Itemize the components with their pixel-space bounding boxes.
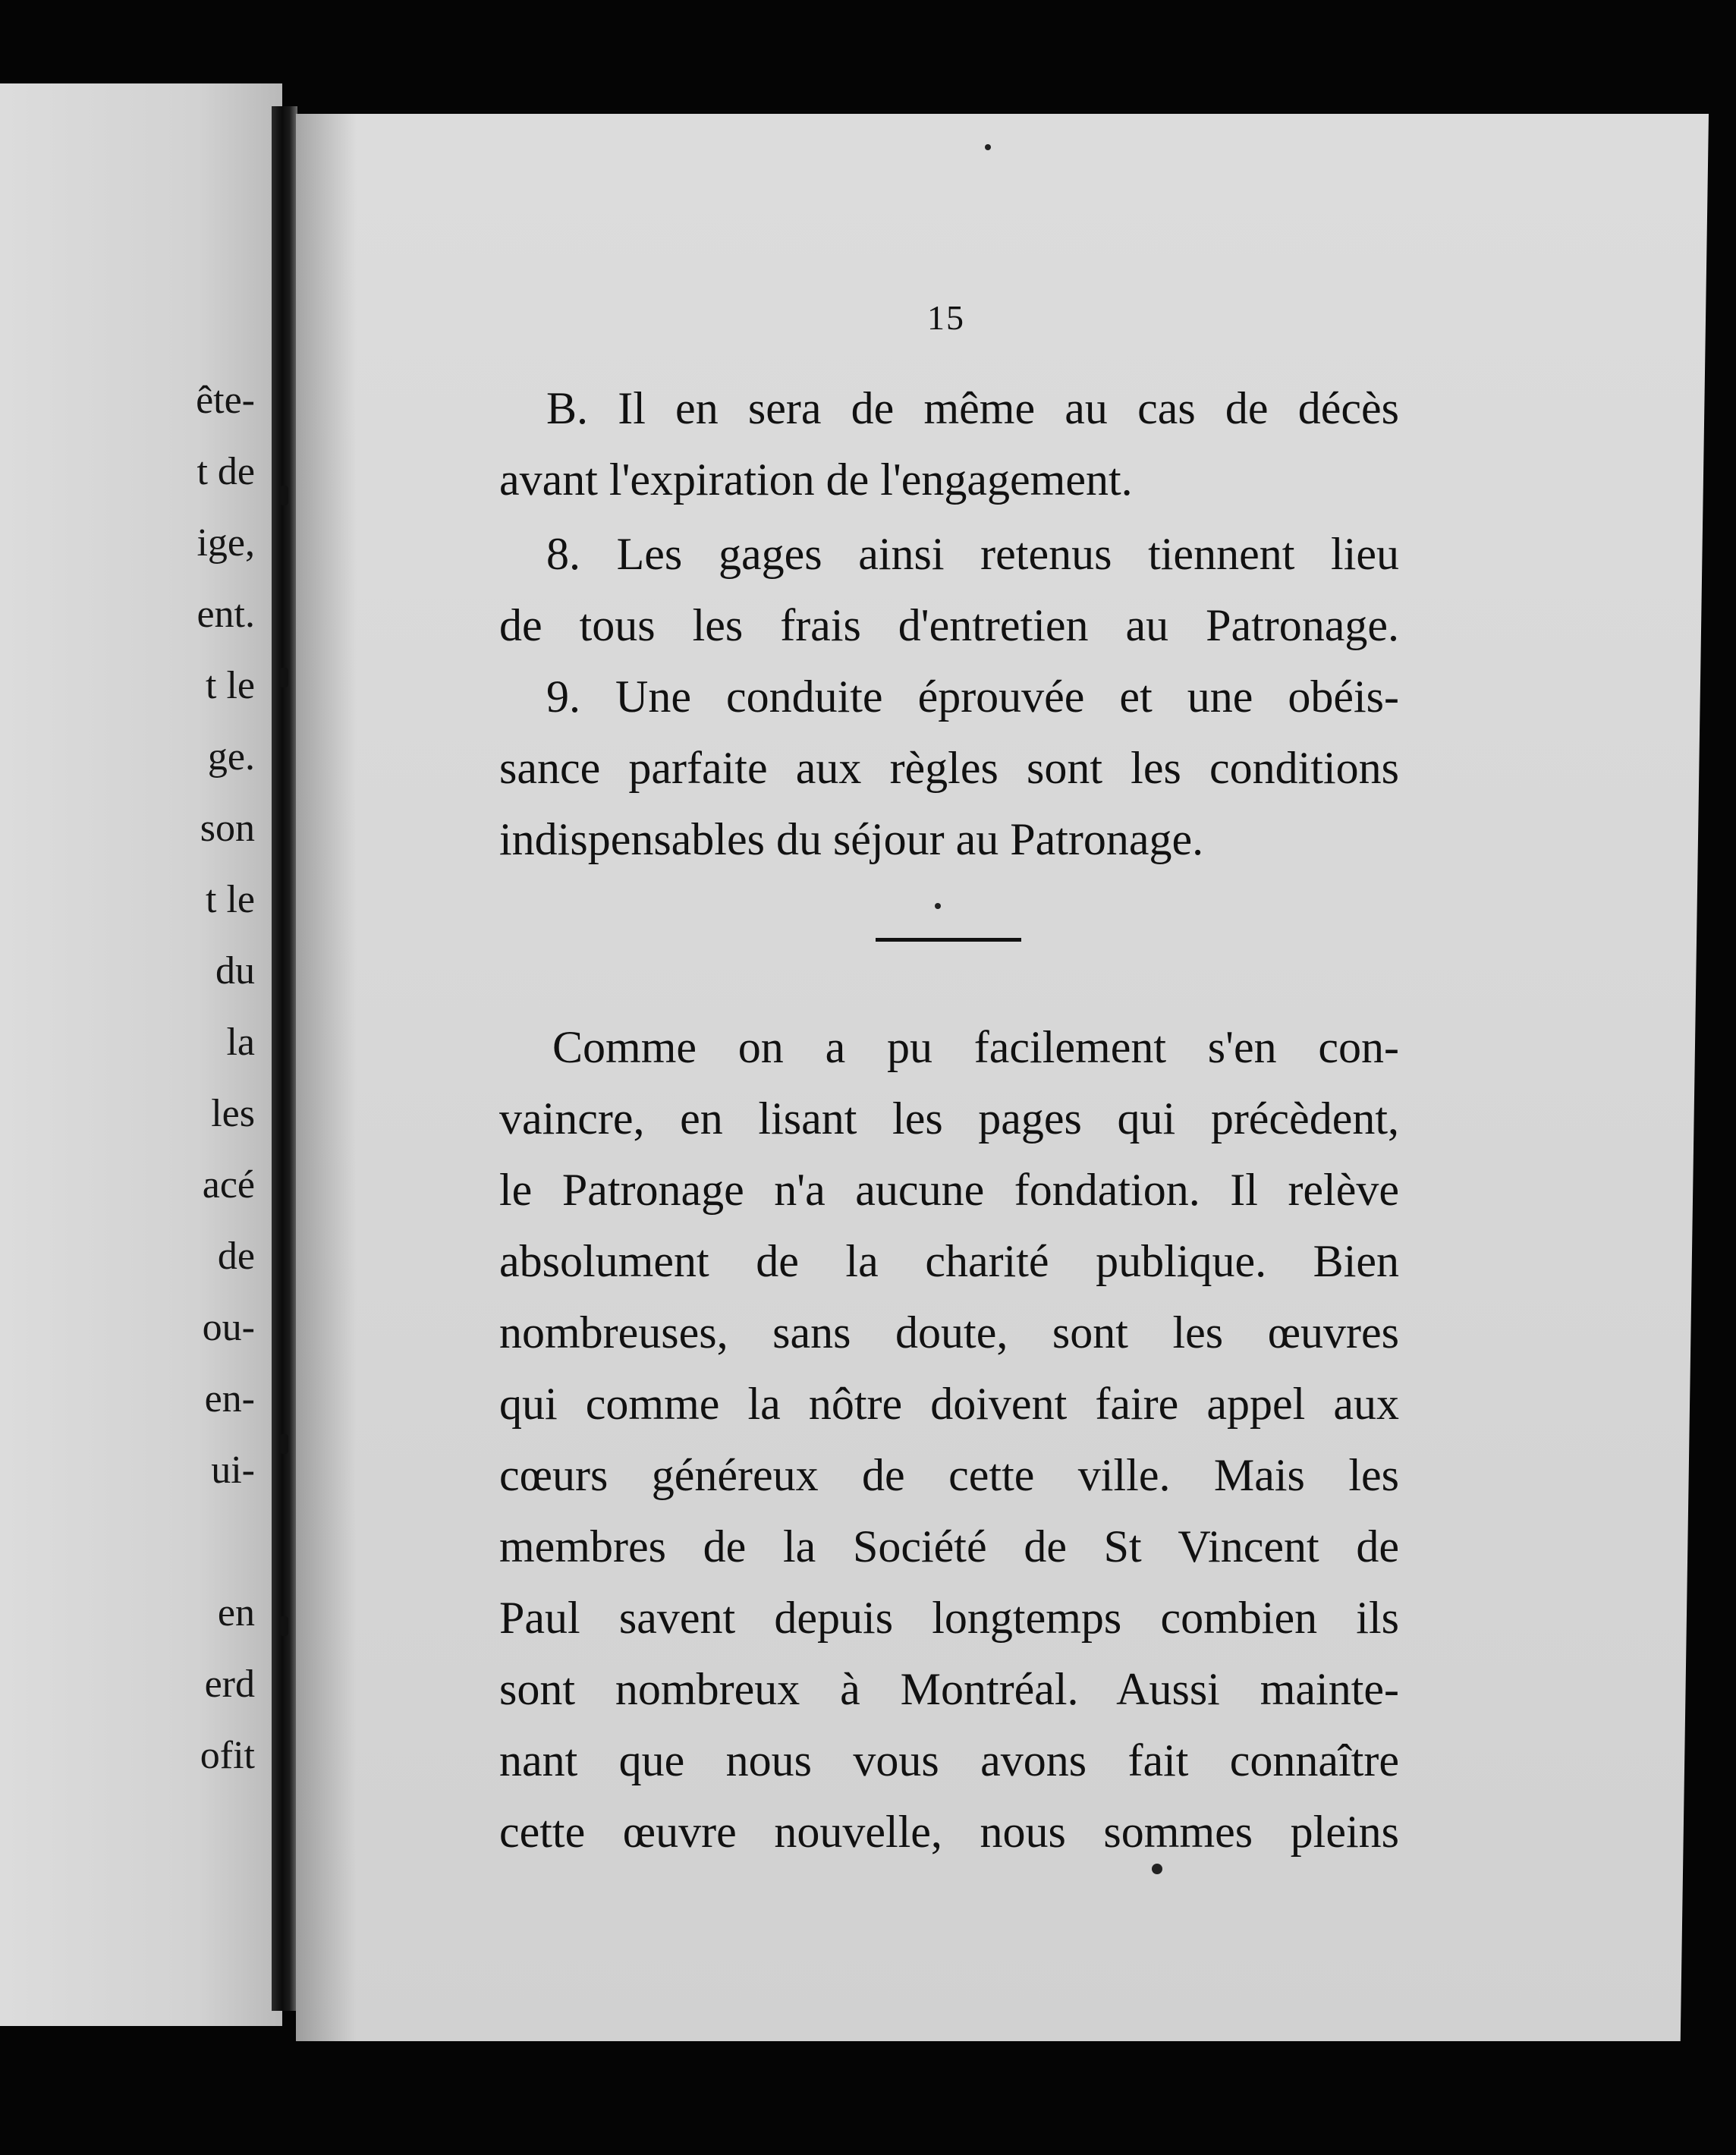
binding-thread [279,1434,288,1454]
paragraph-line: cette œuvre nouvelle, nous sommes pleins [499,1807,1399,1857]
left-page-fragment: les [211,1092,255,1135]
left-page-fragment: ent. [197,593,255,636]
page-number: 15 [927,298,965,337]
left-page-fragment: t de [197,450,255,493]
rules-line: 8. Les gages ainsi retenus tiennent lieu [546,529,1399,579]
scan-speck [1152,1864,1162,1874]
binding-thread [279,668,288,687]
paragraph-line: le Patronage n'a aucune fondation. Il relève [499,1165,1399,1215]
paragraph-line: membres de la Société de St Vincent de [499,1521,1399,1571]
left-page-fragment: ête- [196,379,255,422]
rules-line: indispensables du séjour au Patronage. [499,814,1204,864]
left-page-fragment: ige, [197,521,255,565]
binding-thread [279,1616,288,1636]
left-page-fragment: de [217,1235,255,1278]
left-page-fragment: t le [206,878,255,921]
paragraph-line: vaincre, en lisant les pages qui précèdent, [499,1093,1399,1144]
left-page-fragment: ofit [200,1734,255,1777]
paragraph-line: Paul savent depuis longtemps combien ils [499,1593,1399,1643]
paragraph-line: Comme on a pu facilement s'en con- [552,1022,1399,1072]
left-page-fragment: en- [204,1377,255,1420]
left-page-fragment: la [226,1021,255,1064]
left-page-fragment: ui- [211,1449,255,1492]
left-page-fragment: ou- [202,1306,255,1349]
paragraph-line: absolument de la charité publique. Bien [499,1236,1399,1286]
paragraph-line: nombreuses, sans doute, sont les œuvres [499,1307,1399,1357]
left-page-fragment: acé [202,1163,255,1206]
left-page-fragment: ge. [207,735,255,779]
rules-line: avant l'expiration de l'engagement. [499,455,1133,505]
binding-thread [279,486,288,505]
section-divider [876,938,1021,942]
left-page-fragment: en [217,1591,255,1634]
rules-line: de tous les frais d'entretien au Patronage. [499,600,1399,650]
page-shadow [296,114,357,2041]
left-page-fragment: son [200,807,255,850]
left-page-fragment: du [215,949,255,993]
rules-line: sance parfaite aux règles sont les conditions [499,743,1399,793]
left-page-fragment: t le [206,664,255,707]
scan-speck [935,903,941,909]
paragraph-line: nant que nous vous avons fait connaître [499,1735,1399,1785]
previous-page-edge [0,83,282,2026]
left-page-fragment: erd [204,1663,255,1706]
rules-line: 9. Une conduite éprouvée et une obéis- [546,672,1399,722]
paragraph-line: cœurs généreux de cette ville. Mais les [499,1450,1399,1500]
scan-speck [985,144,991,150]
paragraph-line: sont nombreux à Montréal. Aussi mainte- [499,1664,1399,1714]
book-gutter [272,106,297,2011]
rules-line: B. Il en sera de même au cas de décès [546,383,1399,433]
paragraph-line: qui comme la nôtre doivent faire appel aux [499,1379,1399,1429]
